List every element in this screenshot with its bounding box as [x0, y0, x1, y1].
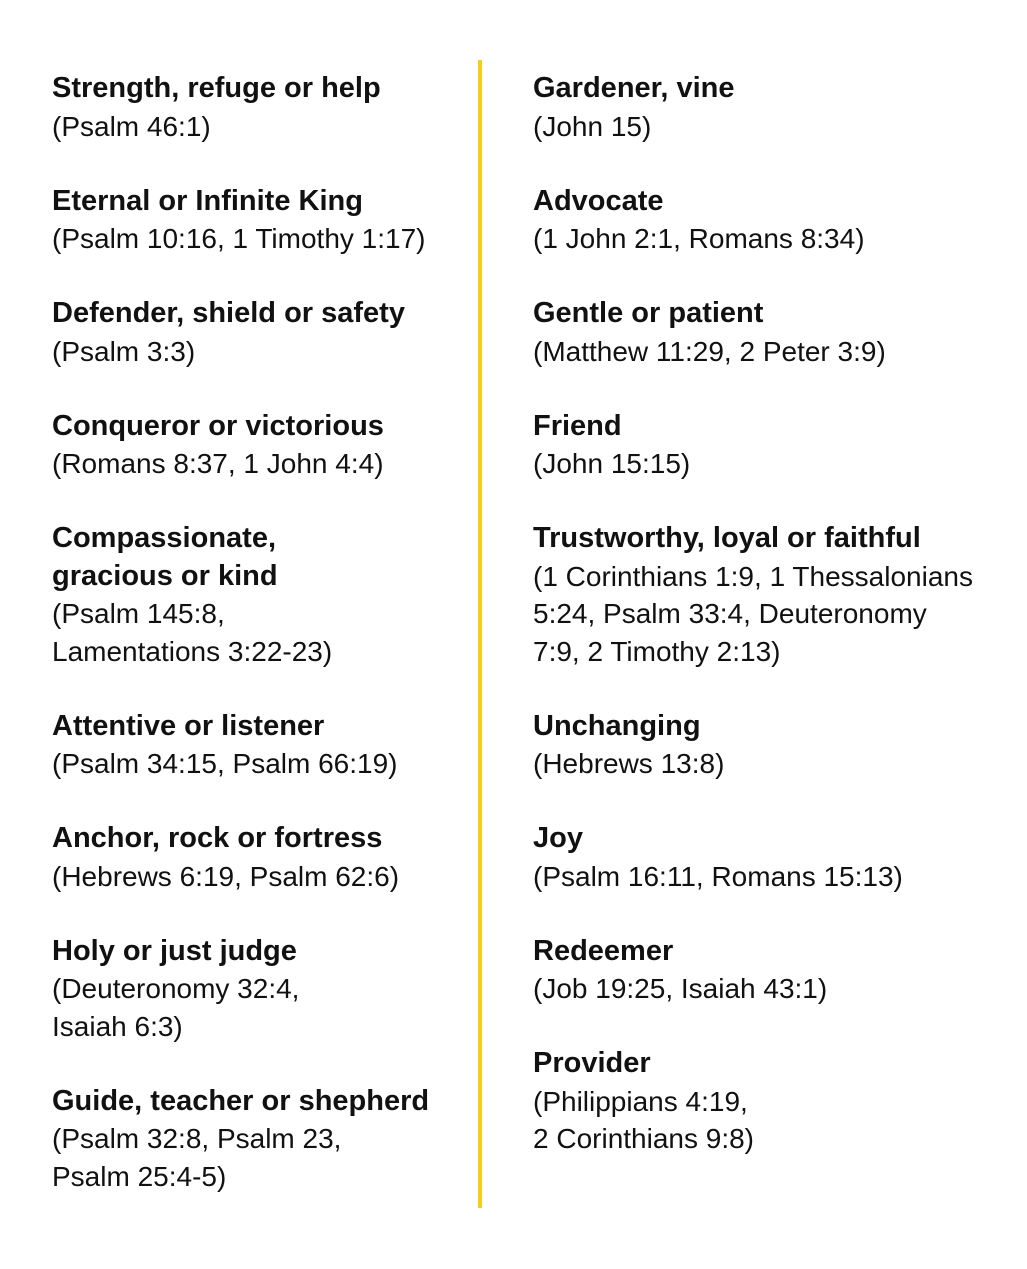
- list-item: [52, 933, 462, 1046]
- list-item: [533, 295, 1003, 370]
- entry-title: Compassionate, gracious or kind: [52, 522, 278, 592]
- list-item: [52, 70, 462, 145]
- entry-title: Provider: [533, 1047, 651, 1079]
- list-item: [52, 295, 462, 370]
- list-item: [52, 1083, 462, 1196]
- entry-references: (Deuteronomy 32:4, Isaiah 6:3): [52, 973, 300, 1042]
- entry-references: (Matthew 11:29, 2 Peter 3:9): [533, 335, 886, 367]
- entry-title: Joy: [533, 822, 583, 854]
- list-item: [533, 408, 1003, 483]
- entry-title: Redeemer: [533, 934, 674, 967]
- entry-references: (John 15): [533, 110, 652, 142]
- list-item: [533, 933, 1003, 1008]
- entry-title: Gentle or patient: [533, 297, 764, 329]
- entry-references: (Romans 8:37, 1 John 4:4): [52, 448, 384, 479]
- list-item: [52, 520, 462, 670]
- entry-title: Holy or just judge: [52, 934, 297, 967]
- entry-title: Attentive or listener: [52, 709, 325, 742]
- list-item: [533, 820, 1003, 895]
- list-item: [533, 520, 1003, 670]
- entry-references: (1 Corinthians 1:9, 1 Thessalonians 5:24, Psalm 33:4, Deuteronomy 7:9, 2 Timothy 2:13): [533, 560, 973, 667]
- entry-references: (Psalm 32:8, Psalm 23, Psalm 25:4-5): [52, 1123, 342, 1192]
- entry-title: Guide, teacher or shepherd: [52, 1084, 430, 1117]
- list-item: [533, 708, 1003, 783]
- list-item: [52, 408, 462, 483]
- list-item: [52, 183, 462, 258]
- left-column: [52, 70, 462, 1233]
- list-item: [52, 708, 462, 783]
- entry-title: Friend: [533, 409, 622, 442]
- entry-references: (John 15:15): [533, 448, 691, 479]
- entry-references: (Psalm 46:1): [52, 110, 211, 142]
- entry-title: Anchor, rock or fortress: [52, 822, 383, 854]
- entry-references: (Psalm 145:8, Lamentations 3:22-23): [52, 598, 333, 667]
- column-divider: [478, 60, 482, 1208]
- entry-references: (Philippians 4:19, 2 Corinthians 9:8): [533, 1085, 755, 1154]
- entry-title: Trustworthy, loyal or faithful: [533, 522, 921, 554]
- list-item: [52, 820, 462, 895]
- entry-title: Advocate: [533, 184, 664, 217]
- entry-references: (Hebrews 13:8): [533, 748, 725, 779]
- entry-references: (Job 19:25, Isaiah 43:1): [533, 973, 828, 1004]
- entry-title: Gardener, vine: [533, 72, 735, 104]
- entry-title: Conqueror or victorious: [52, 409, 384, 442]
- entry-title: Defender, shield or safety: [52, 297, 405, 329]
- entry-title: Eternal or Infinite King: [52, 184, 363, 217]
- entry-references: (Psalm 3:3): [52, 335, 196, 367]
- entry-references: (Psalm 10:16, 1 Timothy 1:17): [52, 223, 426, 254]
- list-item: [533, 70, 1003, 145]
- right-column: [533, 70, 1003, 1195]
- entry-title: Unchanging: [533, 709, 701, 742]
- list-item: [533, 1045, 1003, 1158]
- entry-references: (Psalm 34:15, Psalm 66:19): [52, 748, 398, 779]
- entry-title: Strength, refuge or help: [52, 72, 381, 104]
- entry-references: (Hebrews 6:19, Psalm 62:6): [52, 860, 400, 892]
- entry-references: (1 John 2:1, Romans 8:34): [533, 223, 865, 254]
- entry-references: (Psalm 16:11, Romans 15:13): [533, 860, 903, 892]
- list-item: [533, 183, 1003, 258]
